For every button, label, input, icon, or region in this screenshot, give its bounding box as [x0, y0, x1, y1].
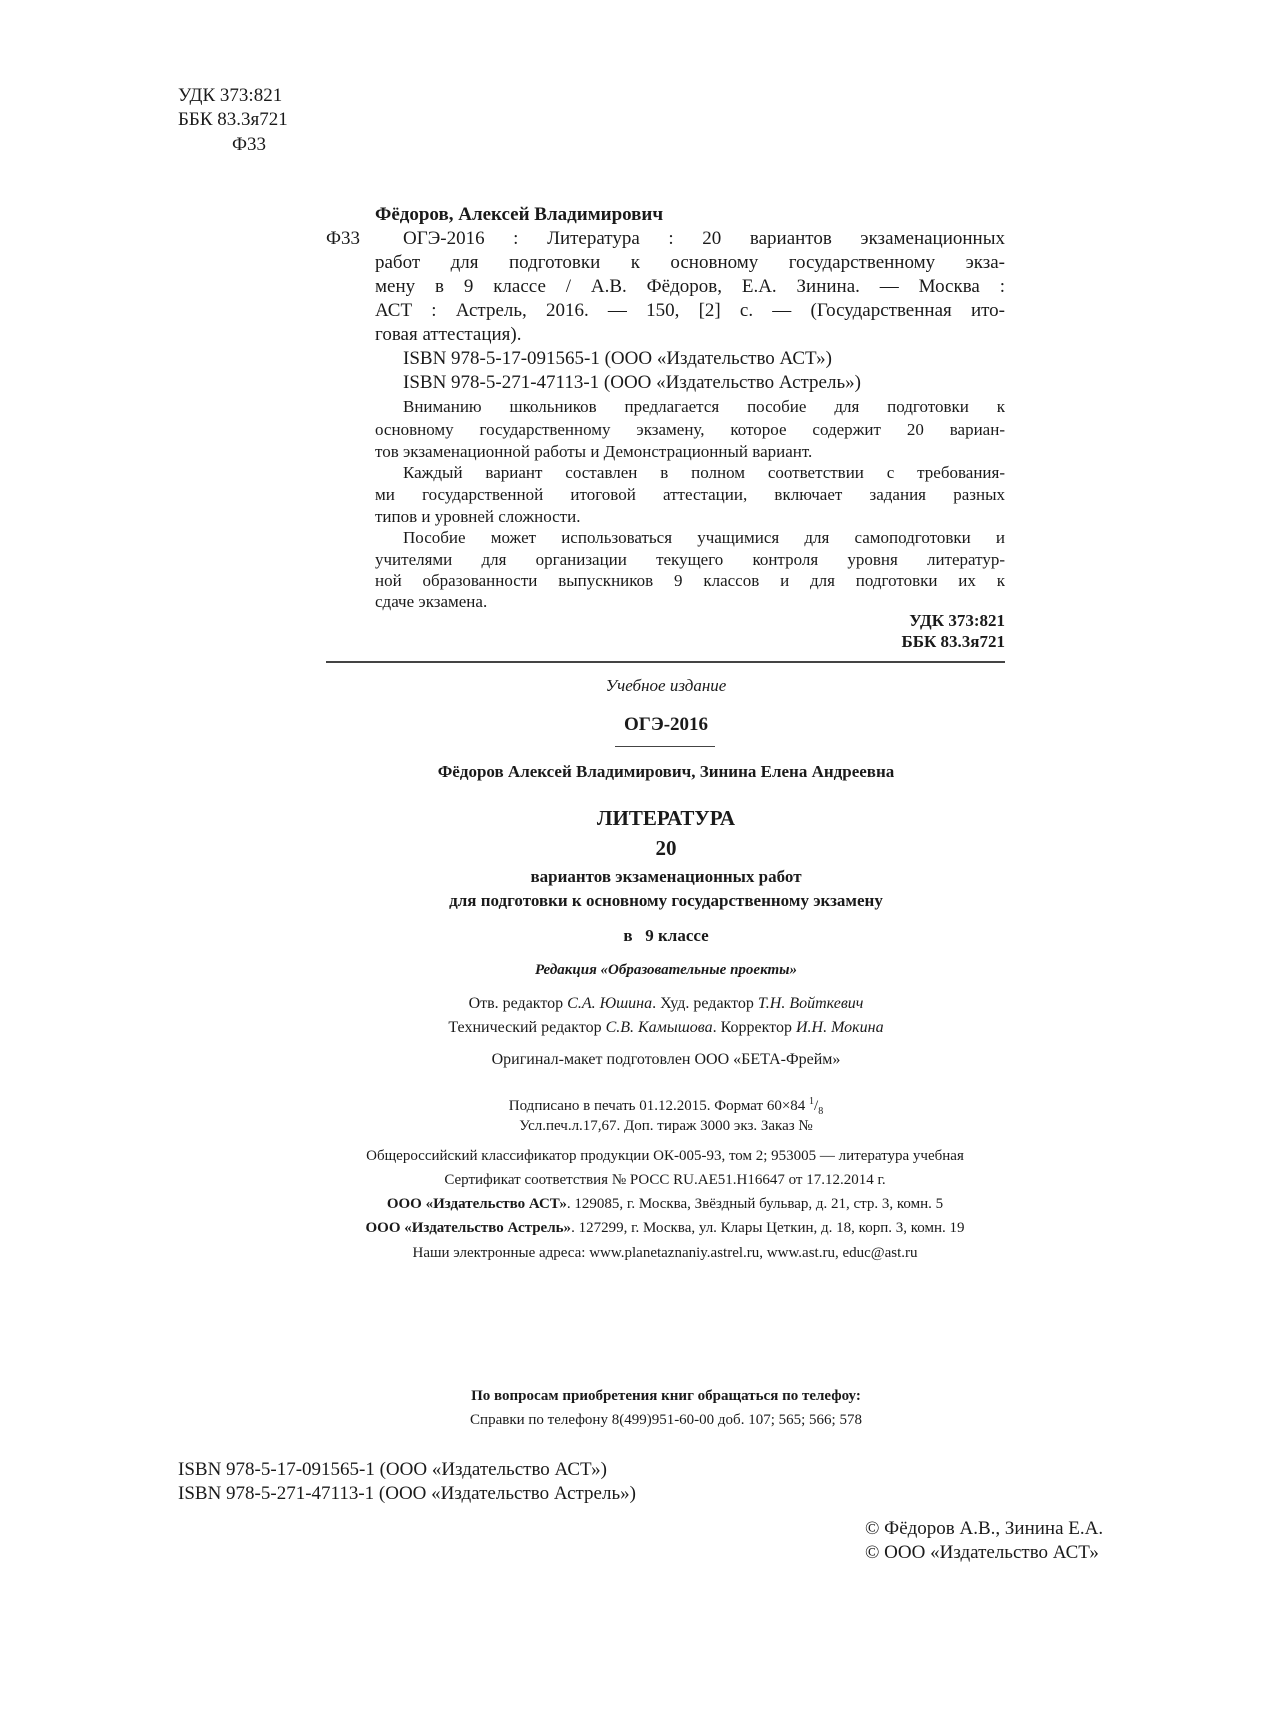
- description-line: работ для подготовки к основному государственному экза-: [375, 252, 1005, 273]
- contact-heading: По вопросам приобретения книг обращаться по телефоу:: [471, 1388, 861, 1404]
- publisher-name: ООО «Издательство АСТ»: [386, 1196, 567, 1212]
- author-mark: Ф33: [232, 134, 267, 155]
- series-title: ОГЭ-2016: [623, 714, 709, 735]
- annotation-line: основному государственному экзамену, которое содержит 20 вариан-: [375, 420, 1005, 439]
- edition-type: Учебное издание: [605, 676, 727, 695]
- copyright-line: © ООО «Издательство АСТ»: [865, 1542, 1099, 1563]
- variant-count: 20: [655, 836, 677, 860]
- annotation-line: Вниманию школьников предлагается пособие для подготовки к: [403, 397, 1005, 416]
- description-line: мену в 9 классе / А.В. Фёдоров, Е.А. Зинина. — Москва :: [375, 276, 1005, 297]
- isbn-line: ISBN 978-5-271-47113-1 (ООО «Издательство Астрель»): [403, 372, 861, 393]
- grade: в 9 классе: [623, 926, 709, 945]
- staff-line-1: [326, 992, 1006, 1016]
- copyright-line: © Фёдоров А.В., Зинина Е.А.: [865, 1518, 1104, 1539]
- signed-info: Подписано в печать 01.12.2015. Формат 60×84 $^1/_8$: [508, 1096, 824, 1117]
- annotation-line: ной образованности выпускников 9 классов и для подготовки их к: [375, 571, 1005, 590]
- label: . Худ. редактор: [652, 995, 758, 1012]
- authors: Фёдоров Алексей Владимирович, Зинина Елена Андреевна: [437, 762, 895, 781]
- series-underline: [615, 746, 715, 747]
- subtitle-line: для подготовки к основному государственному экзамену: [449, 891, 883, 910]
- layout-note: Оригинал-макет подготовлен ООО «БЕТА-Фрейм»: [491, 1051, 841, 1068]
- description-line: говая аттестация).: [375, 324, 522, 345]
- classifier: Общероссийский классификатор продукции ОК-005-93, том 2; 953005 — литература учебная: [366, 1148, 964, 1164]
- signed-text: Подписано в печать 01.12.2015. Формат 60×84: [508, 1098, 810, 1114]
- annotation-line: тов экзаменационной работы и Демонстрационный вариант.: [375, 442, 813, 461]
- editorial: Редакция «Образовательные проекты»: [534, 962, 798, 978]
- label: Технический редактор: [448, 1019, 606, 1036]
- annotation-line: ми государственной итоговой аттестации, включает задания разных: [375, 485, 1005, 504]
- tech-editor: С.В. Камышова: [605, 1019, 713, 1036]
- certificate: Сертификат соответствия № РОСС RU.AE51.H16647 от 17.12.2014 г.: [444, 1172, 886, 1188]
- proofreader: И.Н. Мокина: [795, 1019, 884, 1036]
- udk-code: УДК 373:821: [178, 85, 283, 106]
- description-line: АСТ : Астрель, 2016. — 150, [2] с. — (Государственная ито-: [375, 300, 1005, 321]
- emails: Наши электронные адреса: www.planetaznaniy.astrel.ru, www.ast.ru, educ@ast.ru: [412, 1245, 918, 1261]
- publisher-name: ООО «Издательство Астрель»: [365, 1220, 572, 1236]
- udk-code-record: УДК 373:821: [909, 611, 1005, 630]
- description-line: ОГЭ-2016 : Литература : 20 вариантов экзаменационных: [403, 228, 1005, 249]
- contact-phone: Справки по телефону 8(499)951-60-00 доб. 107; 565; 566; 578: [470, 1412, 862, 1428]
- staff-line-2: [326, 1016, 1006, 1040]
- bbk-code: ББК 83.3я721: [178, 109, 288, 130]
- label: . Корректор: [712, 1019, 796, 1036]
- label: Отв. редактор: [468, 995, 568, 1012]
- resp-editor: С.А. Юшина: [567, 995, 653, 1012]
- author-heading: Фёдоров, Алексей Владимирович: [375, 204, 664, 225]
- author-mark-record: Ф33: [326, 228, 361, 249]
- annotation-line: учителями для организации текущего контроля уровня литератур-: [375, 550, 1005, 569]
- publisher-astrel: [250, 1216, 1080, 1240]
- annotation-line: сдаче экзамена.: [375, 592, 488, 611]
- publisher-address: . 129085, г. Москва, Звёздный бульвар, д. 21, стр. 3, комн. 5: [566, 1196, 944, 1212]
- bbk-code-record: ББК 83.3я721: [901, 632, 1005, 651]
- book-title: ЛИТЕРАТУРА: [596, 806, 736, 830]
- isbn-bottom: ISBN 978-5-271-47113-1 (ООО «Издательство Астрель»): [178, 1483, 636, 1504]
- subtitle-line: вариантов экзаменационных работ: [530, 867, 802, 886]
- print-info: Усл.печ.л.17,67. Доп. тираж 3000 экз. Заказ №: [519, 1118, 813, 1134]
- publisher-address: . 127299, г. Москва, ул. Клары Цеткин, д. 18, корп. 3, комн. 19: [571, 1220, 965, 1236]
- annotation-line: Каждый вариант составлен в полном соответствии с требования-: [403, 463, 1005, 482]
- annotation-line: типов и уровней сложности.: [375, 507, 581, 526]
- isbn-line: ISBN 978-5-17-091565-1 (ООО «Издательство АСТ»): [403, 348, 832, 369]
- fraction-den: 8: [818, 1106, 824, 1117]
- publisher-ast: [250, 1192, 1080, 1216]
- fraction-num: 1: [809, 1096, 815, 1107]
- art-editor: Т.Н. Войткевич: [757, 995, 864, 1012]
- isbn-bottom: ISBN 978-5-17-091565-1 (ООО «Издательство АСТ»): [178, 1459, 607, 1480]
- divider: [326, 661, 1005, 663]
- annotation-line: Пособие может использоваться учащимися для самоподготовки и: [403, 528, 1005, 547]
